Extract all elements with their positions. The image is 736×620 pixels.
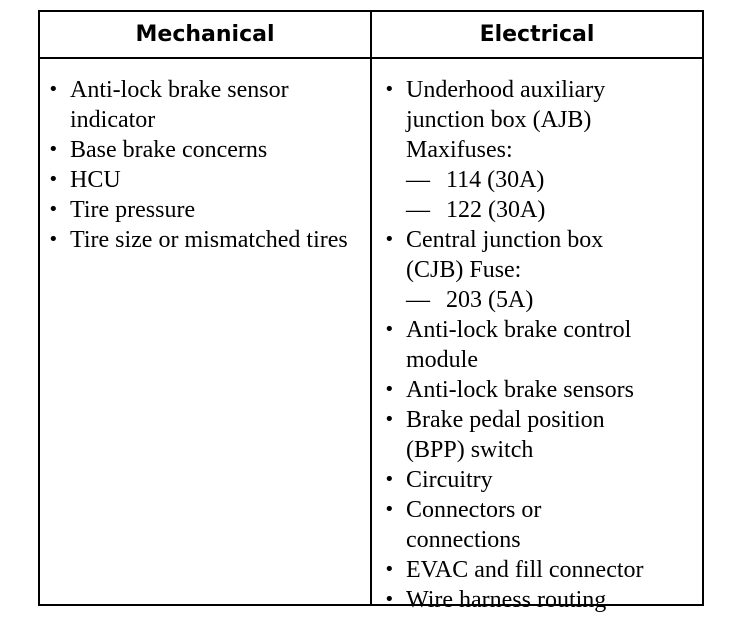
bullet-icon: • (384, 319, 395, 340)
sub-item (406, 195, 702, 225)
item-text: Circuitry (406, 467, 493, 493)
item-text: Connectors or connections (406, 497, 542, 553)
concern-table (38, 10, 704, 613)
list-item (40, 195, 370, 225)
sub-item (406, 285, 702, 315)
bullet-icon: • (384, 379, 395, 400)
mechanical-column (40, 59, 370, 255)
bullet-icon: • (48, 79, 59, 100)
bullet-icon: • (384, 229, 395, 250)
list-item (376, 225, 702, 315)
header-electrical: Electrical (479, 22, 595, 47)
list-item (376, 465, 702, 495)
list-item (376, 585, 702, 615)
bullet-icon: • (384, 79, 395, 100)
list-item (40, 165, 370, 195)
item-text: Brake pedal position (BPP) switch (406, 407, 605, 463)
list-item (376, 405, 702, 465)
list-item (376, 495, 702, 555)
item-text: Base brake concerns (70, 137, 268, 163)
item-text: Tire pressure (70, 197, 196, 223)
item-text: Anti-lock brake control module (406, 317, 632, 373)
item-text: Anti-lock brake sensor indicator (70, 77, 289, 133)
list-item (40, 225, 370, 255)
item-text: Tire size or mismatched tires (70, 227, 348, 253)
bullet-icon: • (48, 229, 59, 250)
bullet-icon: • (384, 589, 395, 610)
dash-icon: — (406, 167, 430, 193)
sub-item-text: 114 (30A) (446, 167, 545, 193)
list-item (376, 315, 702, 375)
bullet-icon: • (384, 469, 395, 490)
list-item (40, 135, 370, 165)
bullet-icon: • (384, 499, 395, 520)
sub-item-text: 203 (5A) (446, 287, 534, 313)
header-mechanical: Mechanical (135, 22, 275, 47)
item-text: Underhood auxiliary junction box (AJB) Maxifuses: (406, 77, 606, 163)
dash-icon: — (406, 197, 430, 223)
bullet-icon: • (48, 199, 59, 220)
bullet-icon: • (48, 169, 59, 190)
electrical-column (372, 59, 702, 615)
item-text: Central junction box (CJB) Fuse: (406, 227, 604, 283)
sub-item (406, 165, 702, 195)
sub-item-text: 122 (30A) (446, 197, 546, 223)
list-item (376, 75, 702, 225)
dash-icon: — (406, 287, 430, 313)
list-item (40, 75, 370, 135)
item-text: Anti-lock brake sensors (406, 377, 634, 403)
bullet-icon: • (48, 139, 59, 160)
item-text: EVAC and fill connector (406, 557, 644, 583)
item-text: Wire harness routing (406, 587, 607, 613)
list-item (376, 375, 702, 405)
item-text: HCU (70, 167, 121, 193)
bullet-icon: • (384, 559, 395, 580)
list-item (376, 555, 702, 585)
bullet-icon: • (384, 409, 395, 430)
